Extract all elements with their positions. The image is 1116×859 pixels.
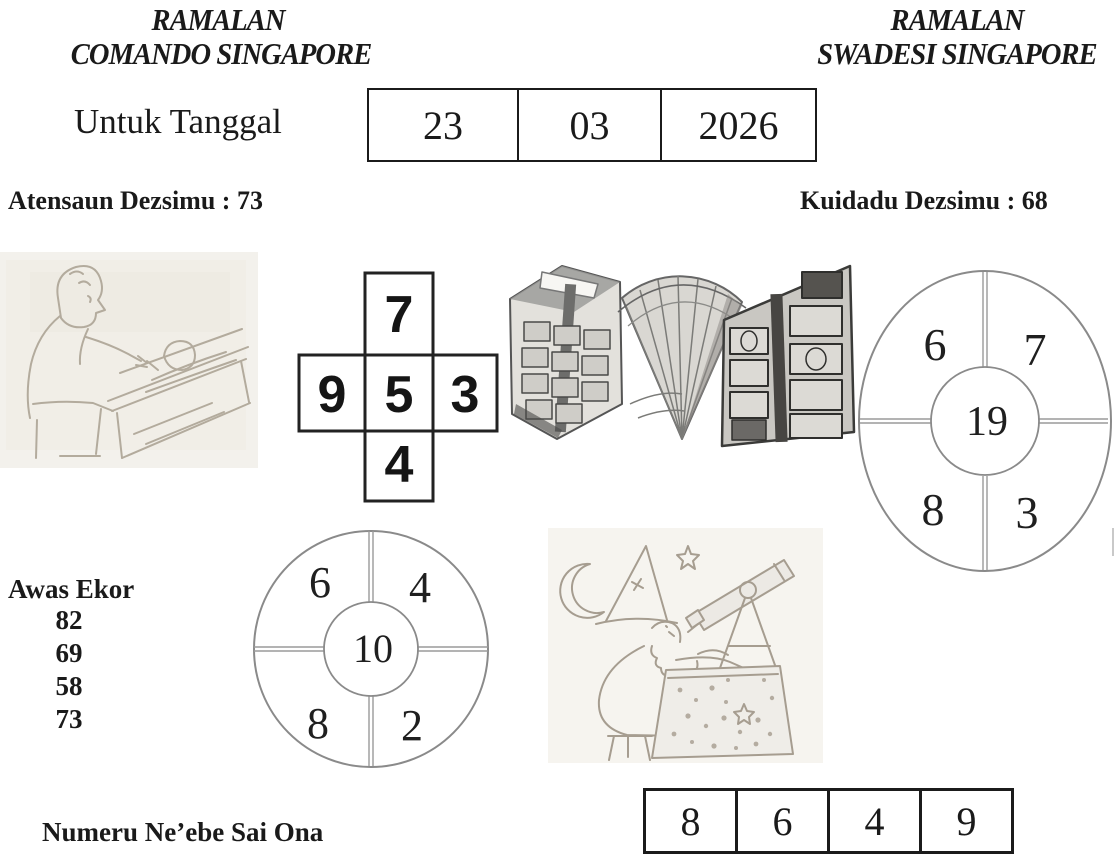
numeru-neebe-sai-ona-label: Numeru Ne’ebe Sai Ona bbox=[42, 817, 324, 847]
money-stacks-sketch bbox=[502, 254, 857, 454]
date-day-cell: 23 bbox=[369, 90, 519, 160]
right-wheel-top-right-number: 7 bbox=[1023, 324, 1047, 375]
cross-center-number: 5 bbox=[384, 366, 414, 424]
result-number-cell: 4 bbox=[830, 791, 922, 851]
cross-right-number: 3 bbox=[450, 366, 480, 424]
fortune-teller-bedside-sketch bbox=[0, 252, 258, 468]
center-wheel-center-number: 10 bbox=[353, 626, 393, 671]
date-year-cell: 2026 bbox=[698, 102, 779, 148]
left-title-line1: RAMALAN bbox=[151, 2, 285, 37]
date-label: Untuk Tanggal bbox=[74, 102, 282, 141]
cross-number-grid bbox=[296, 270, 502, 504]
result-number-cell: 9 bbox=[956, 798, 977, 844]
center-wheel-top-right-number: 4 bbox=[409, 563, 431, 612]
awas-ekor-number: 73 bbox=[55, 704, 83, 734]
right-title-line1: RAMALAN bbox=[890, 2, 1024, 37]
atensaun-dezsimu-note: Atensaun Dezsimu : 73 bbox=[8, 186, 263, 215]
right-quadrant-wheel bbox=[856, 268, 1116, 574]
center-wheel-bottom-right-number: 2 bbox=[401, 701, 423, 750]
scan-edge-artifact bbox=[1112, 528, 1114, 556]
astrologer-telescope-sketch bbox=[548, 528, 823, 763]
cross-top-number: 7 bbox=[384, 286, 414, 344]
awas-ekor-number: 69 bbox=[55, 638, 83, 668]
result-number-cell: 6 bbox=[738, 791, 830, 851]
right-wheel-bottom-right-number: 3 bbox=[1015, 487, 1039, 538]
awas-ekor-label: Awas Ekor bbox=[8, 574, 135, 604]
center-quadrant-wheel bbox=[250, 528, 492, 770]
kuidadu-dezsimu-note: Kuidadu Dezsimu : 68 bbox=[800, 186, 1048, 215]
result-number-cell: 8 bbox=[646, 791, 738, 851]
awas-ekor-number: 58 bbox=[55, 671, 83, 701]
right-wheel-bottom-left-number: 8 bbox=[921, 484, 945, 535]
right-title bbox=[811, 3, 1104, 71]
right-wheel-center-number: 19 bbox=[966, 399, 1008, 445]
center-wheel-top-left-number: 6 bbox=[309, 558, 331, 607]
awas-ekor-list bbox=[44, 604, 94, 736]
center-wheel-bottom-left-number: 8 bbox=[307, 699, 329, 748]
right-wheel-top-left-number: 6 bbox=[923, 319, 947, 370]
awas-ekor-number: 82 bbox=[55, 605, 83, 635]
date-month-cell: 03 bbox=[519, 90, 662, 160]
date-table bbox=[367, 88, 817, 162]
left-title bbox=[70, 2, 372, 71]
cross-left-number: 9 bbox=[317, 366, 347, 424]
right-title-line2: SWADESI SINGAPORE bbox=[817, 36, 1097, 71]
result-number-row bbox=[643, 788, 1014, 854]
left-title-line2: COMANDO SINGAPORE bbox=[70, 36, 372, 71]
cross-bottom-number: 4 bbox=[384, 436, 414, 494]
